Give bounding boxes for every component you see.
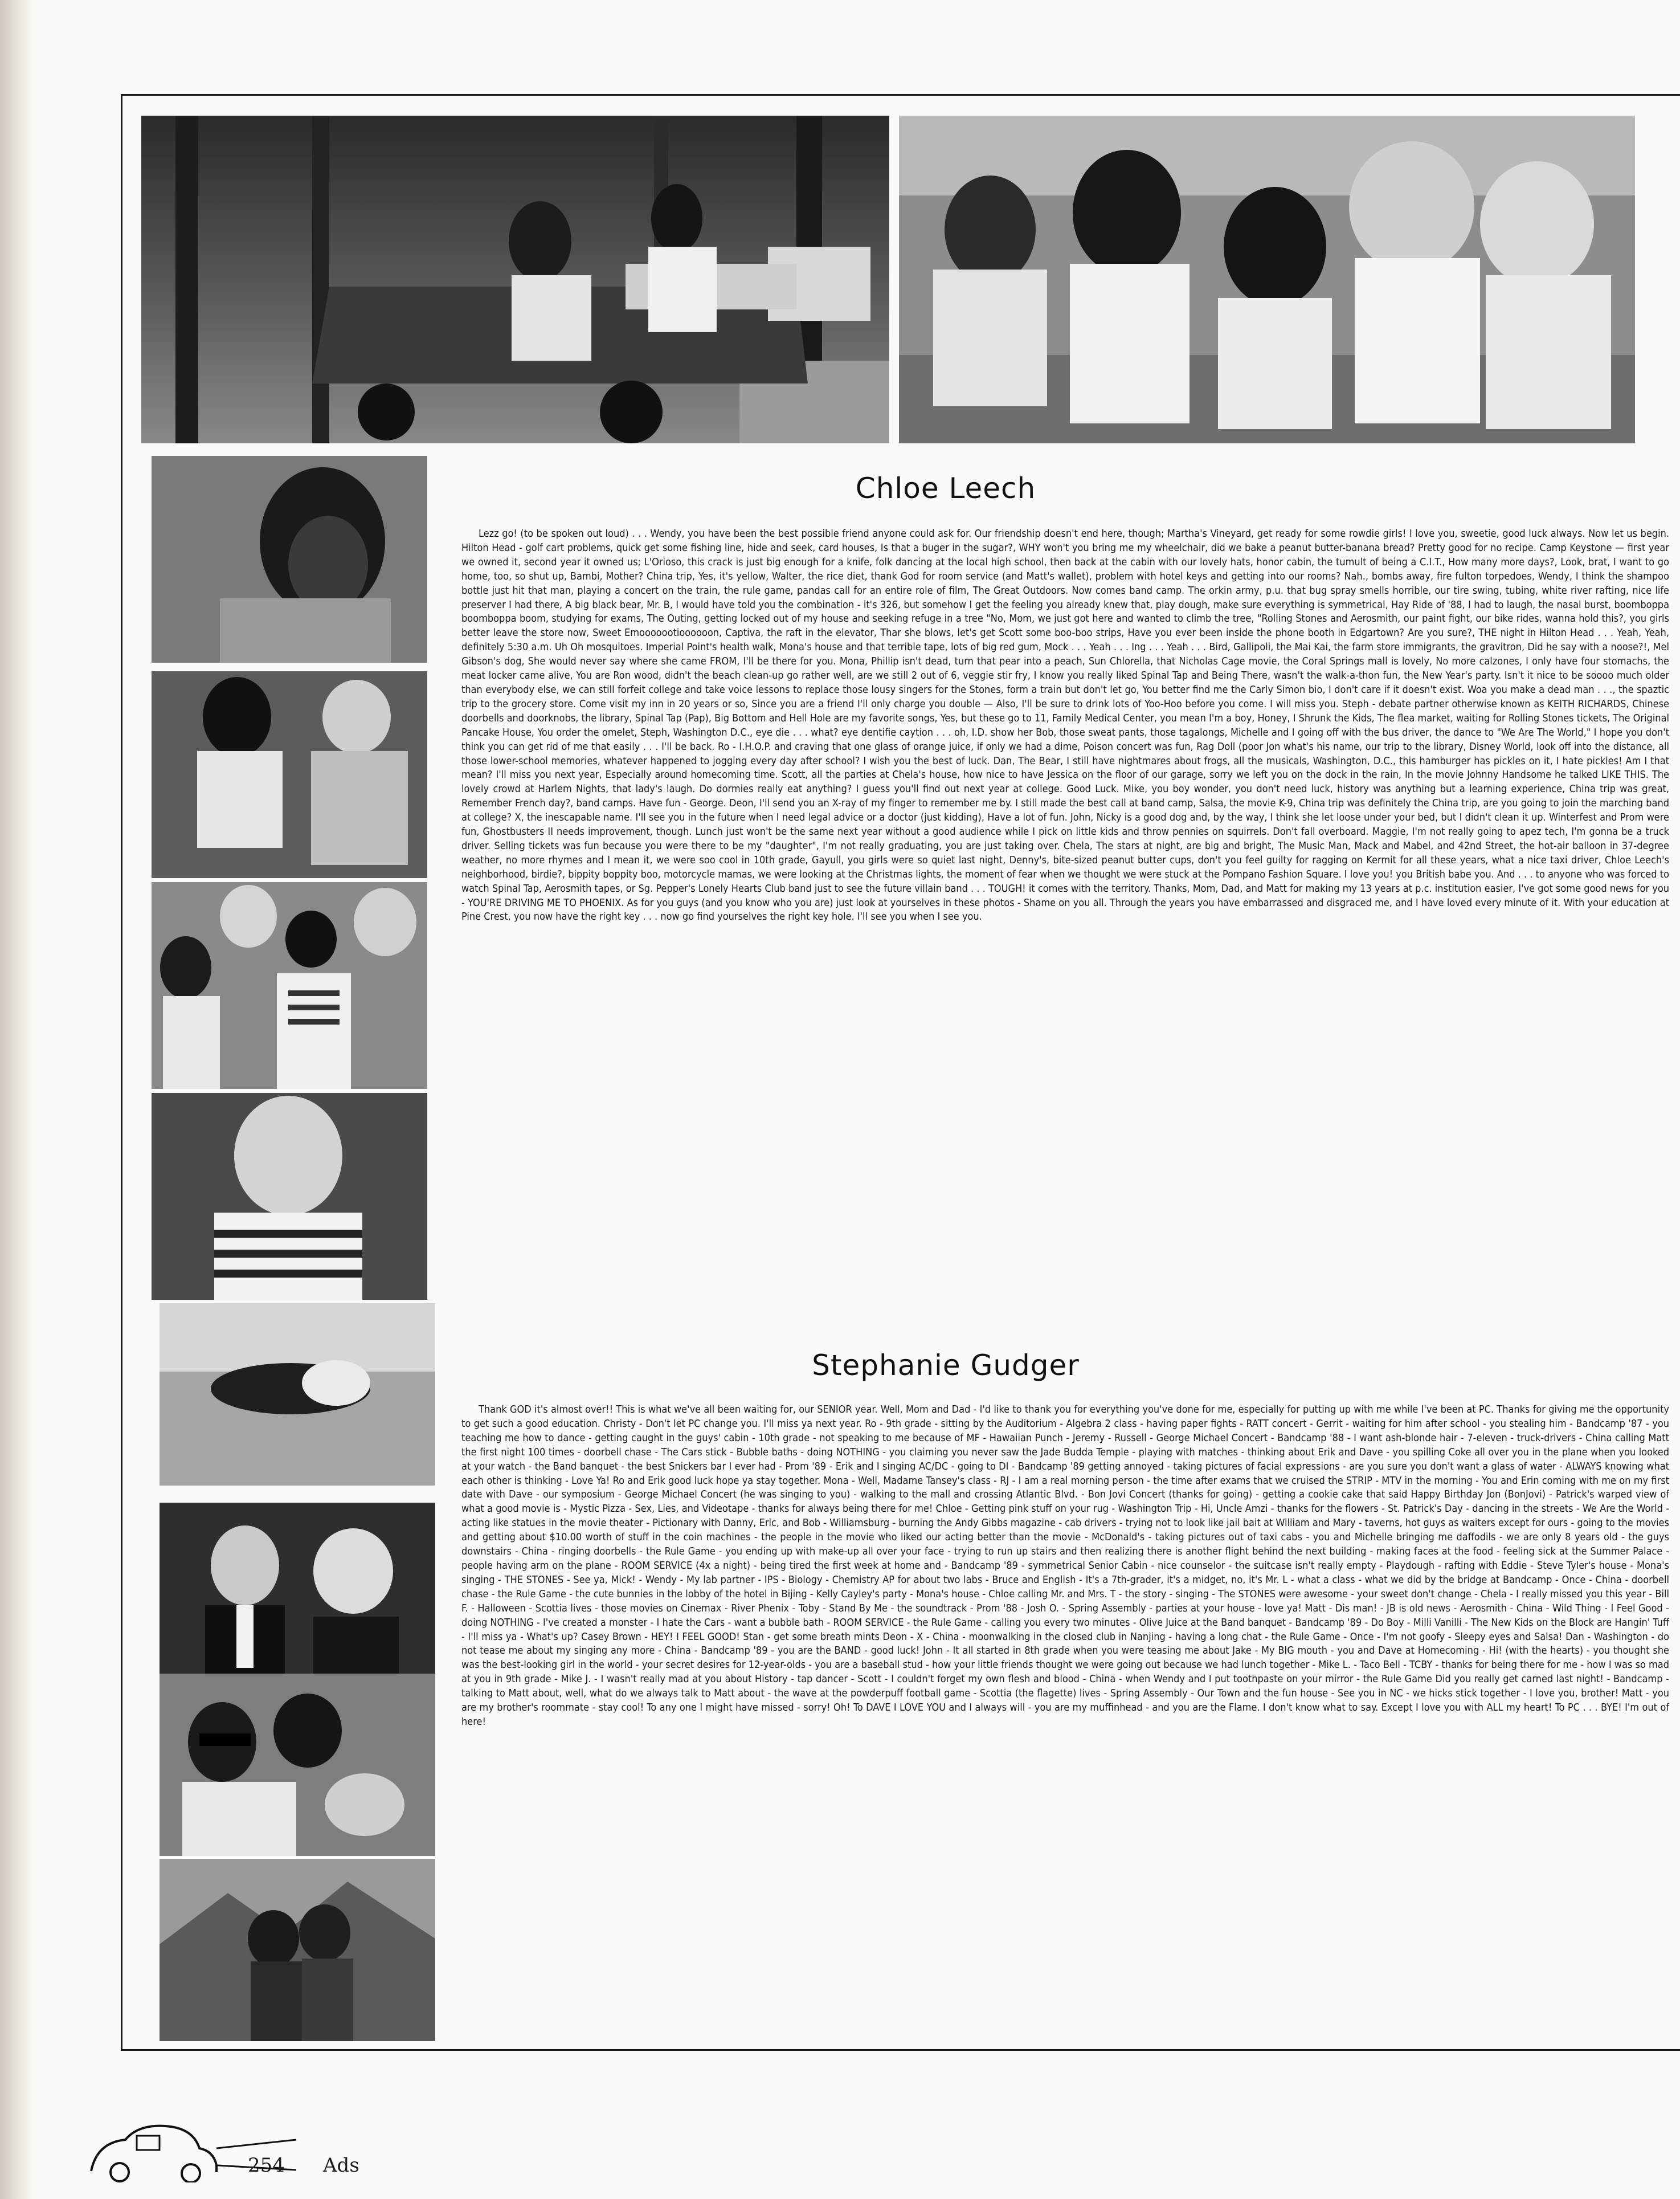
section-body-stephanie: Thank GOD it's almost over!! This is what we've all been waiting for, our SENIOR year. Well, Mom and Dad - I'd like to thank you for everything you've done for me, especially for putting up with me while I've been at PC. Thanks for giving me the opportunity to get such a good education. Christy - Don't let PC change you. I'll miss ya next year. Ro - 9th grade - sitting by the Auditorium - Algebra 2 class - having paper fights - RATT concert - Gerrit - waiting for him after school - you stealing him - Bandcamp '87 - you teaching me how to dance - getting caught in the guys' cabin - 10th grade - not speaking to me because of MF - Hawaiian Punch - Jeremy - Russell - George Michael Concert - Bandcamp '88 - I want ash-blonde hair - 7-eleven - truck-drivers - China calling Matt the first night 100 times - doorbell chase - The Cars stick - Bubble baths - doing NOTHING - you claiming you never saw the Jade Budda Temple - playing with matches - thinking about Erik and Dave - you spilling Coke all over you in the plane when you looked at your watch - the Band banquet - the best Snickers bar I ever had - Prom '89 - Erik and I singing AC/DC - going to DI - Bandcamp '89 getting annoyed - taking pictures of facial expressions - are you sure you don't want a glass of water - ALWAYS knowing what each other is thinking - Love Ya! Ro and Erik good luck hope ya stay together. Mona - Well, Madame Tansey's class - RJ - I am a real morning person - the time after exams that we cruised the STRIP - MTV in the morning - You and Erin coming with me on my first date with Dave - our symposium - George Michael Concert (he was singing to you) - walking to the mall and crossing Atlantic Blvd. - Bon Jovi Concert (thanks for going) - getting a cookie cake that said Happy Birthday Jon (BonJovi) - Patrick's warped view of what a good movie is - Mystic Pizza - Sex, Lies, and Videotape - thanks for always being there for me! Chloe - Getting pink stuff on your rug - Washington Trip - Hi, Uncle Amzi - thanks for the flowers - St. Patrick's Day - dancing in the streets - We Are the World - acting like statues in the movie theater - Pictionary with Danny, Eric, and Bob - Williamsburg - burning the Andy Gibbs magazine - cab drivers - trying not to look like jail bait at William and Mary - taverns, hot guys as waiters except for ours - going to the movies and getting about $10.00 worth of stuff in the coin machines - the people in the movie who liked our acting better than the movie - McDonald's - taking pictures out of taxi cabs - you and Michelle bringing me daffodils - we are only 8 years old - the guys downstairs - China - ringing doorbells - the Rule Game - you ending up with make-up all over your face - trying to run up stairs and then realizing there is another flight behind the next building - making faces at the food - feeling sick at the Summer Palace - people having arm on the plane - ROOM SERVICE (4x a night) - being tired the first week at home and - Bandcamp '89 - symmetrical Senior Cabin - nice counselor - the suitcase isn't really empty - Playdough - rafting with Eddie - Steve Tyler's house - Mona's singing - THE STONES - See ya, Mick! - Wendy - My lab partner - IPS - Biology - Chemistry AP for about two labs - Bruce and English - It's a 7th-grader, it's a midget, no, it's Mr. L - what a class - what we did by the bridge at Bandcamp - Once - China - doorbell chase - the Rule Game - the cute bunnies in the lobby of the hotel in Bijing - Kelly Cayley's party - Mona's house - Chloe calling Mr. and Mrs. T - the story - singing - The STONES were awesome - your sweet don't change - Chela - I really missed you this year - Bill F. - Halloween - Scottia lives - those movies on Cinemax - River Phenix - Toby - Stand By Me - the soundtrack - Prom '88 - Josh O. - Spring Assembly - parties at your house - love ya! Matt - Dis man! - JB is old news - Aerosmith - China - Wild Thing - I Feel Good - doing NOTHING - I've created a monster - I hate the Cars - want a bubble bath - ROOM SERVICE - the Rule Game - calling you every two minutes - Olive Juice at the Band banquet - Bandcamp '89 - Do Boy - Milli Vanilli - The New Kids on the Block are Hangin' Tuff - I'll miss ya - What's up? Casey Brown - HEY! I FEEL GOOD! Stan - get some breath mints Deon - X - China - moonwalking in the closed club in Nanjing - having a long chat - the Rule Game - Once - I'm not goofy - Sleepy eyes and Salsa! Dan - Washington - do not tease me about my singing any more - China - Bandcamp '89 - you are the BAND - good luck! John - It all started in 8th grade when you were teasing me about Jake - My BIG mouth - you and Dave at Homecoming - Hi! (with the hearts) - you thought she was the best-looking girl in the world - your secret desires for 12-year-olds - you are a baseball stud - how your little friends thought we were going out because we had lunch together - Mike L. - Taco Bell - TCBY - thanks for being there for me - how I was so mad at you in 9th grade - Mike J. - I wasn't really mad at you about History - tap dancer - Scott - I couldn't forget my own flesh and blood - China - when Wendy and I put toothpaste on your mirror - the Rule Game Did you really get carned last night! - Bandcamp - talking to Matt about, well, what do we always talk to Matt about - the wave at the powderpuff football game - Scottia (the flagette) lives - Spring Assembly - Our Town and the fun house - See you in NC - we hicks stick together - I love you, brother! Matt - you are my brother's roommate - stay cool! To any one I might have missed - sorry! Oh! To DAVE I LOVE YOU and I always will - you are my muffinhead - and you are the Flame. I don't know what to say. Except I love you with ALL my heart! To PC . . . BYE! I'm out of here! — [461, 1404, 1669, 1728]
photo-lying-on-floor — [160, 1303, 435, 1486]
photo-golf-cart — [141, 116, 889, 443]
photo-two-girls-sitting — [152, 671, 427, 878]
photo-mud-face — [152, 456, 427, 663]
photo-four-girls — [152, 882, 427, 1089]
page-number: 254 — [248, 2154, 285, 2177]
photo-prom-couple — [160, 1503, 435, 1685]
photo-three-girls-sunglasses — [160, 1674, 435, 1856]
binding-shadow — [0, 0, 34, 2199]
photo-group-of-five — [899, 116, 1635, 443]
section-heading-chloe: Chloe Leech — [855, 472, 1036, 505]
photo-two-girls-outdoors — [160, 1859, 435, 2041]
photo-striped-shirt — [152, 1093, 427, 1300]
section-body-chloe: Lezz go! (to be spoken out loud) . . . Wendy, you have been the best possible friend anyone could ask for. Our friendship doesn't end here, though; Martha's Vineyard, get ready for some rowdie girls! I love you, sweetie, good luck always. Now let us begin. Hilton Head - golf cart problems, quick get some fishing line, hide and seek, card houses, Is that a buger in the sugar?, WHY won't you bring me my wheelchair, did we bake a peanut butter-banana bread? Pretty good for no recipe. Camp Keystone — first year we owned it, second year it owned us; L'Orioso, this crack is just big enough for a knife, folk dancing at the local high school, then back at the cabin with our lovely hats, honor cabin, the tumult of being a C.I.T., How many more days?, Look, brat, I want to go home, too, so shut up, Bambi, Mother? China trip, Yes, it's yellow, Walter, the rice diet, thank God for room service (and Matt's wallet), problem with hotel keys and getting into our rooms? Nah., bombs away, fire fulton torpedoes, Wendy, I think the shampoo bottle just hit that man, playing a concert on the train, the rule game, pandas call for an entire role of film, The Great Outdoors. Now comes band camp. The orkin army, p.u. that bug spray smells horrible, our tire swing, tubing, white river rafting, nice life preserver I had there, A big black bear, Mr. B, I would have told you the combination - it's 326, but somehow I get the feeling you already knew that, play dough, make sure everything is symmetrical, Hay Ride of '88, I had to laugh, the nasal burst, boomboppa boomboppa boom, studying for exams, The Outing, getting locked out of my house and seeking refuge in a tree "No, Mom, we just got here and wanted to climb the tree, "Rolling Stones and Aerosmith, our paint fight, our bike rides, wanna hold this?, you girls better leave the store now, Sweet Emooooootioooooon, Captiva, the raft in the elevator, Thar she blows, let's get Scott some boo-boo strips, Have you ever been inside the phone booth in Edgartown? Are you sure?, THE night in Hilton Head . . . Yeah, Yeah, definitely 5:30 a.m. Uh Oh mosquitoes. Imperial Point's health walk, Mona's house and that terrible tape, lots of big red gum, Mock . . . Yeah . . . Ing . . . Yeah . . . Bird, Gallipoli, the Mai Kai, the farm store immigrants, the gravitron, Did he say with a noose?!, Mel Gibson's dog, She would never say where she came FROM, I'll be there for you. Mona, Phillip isn't dead, turn that pear into a peach, Sun Chlorella, that Nicholas Cage movie, the Coral Springs mall is lovely, No more calzones, I only have four stomachs, the meat locker came alive, You are Ron wood, didn't the beach clean-up go rather well, are we still 2 out of 6, veggie stir fry, I know you really liked Spinal Tap and Being There, wasn't the walk-a-thon fun, the New Year's party. Isn't it nice to be soooo much older than everybody else, we can still forfeit college and take voice lessons to replace those lousy singers for the Stones, form a train but don't let go, You better find me the Carly Simon bio, I don't care if it doesn't exist. Woa you make a dead man . . ., the spaztic trip to the grocery store. Come visit my inn in 20 years or so, Since you are a friend I'll only charge you double — Also, I'll be sure to drink lots of Yoo-Hoo before you come. I will miss you. Steph - debate partner otherwise known as KEITH RICHARDS, Chinese doorbells and doorknobs, the library, Spinal Tap (Pap), Big Bottom and Hell Hole are my favorite songs, Yes, but these go to 11, Family Medical Center, you mean I'm a boy, Honey, I Shrunk the Kids, The flea market, waiting for Rolling Stones tickets, The Original Pancake House, You order the omelet, Steph, Washington D.C., eye die . . . what? eye dentifie caytion . . . oh, I.D. show her Bob, those sweat pants, those tagalongs, Michelle and I going off with the bus driver, the dance to "We Are The World," I hope you don't think you can get rid of me that easily . . . I'll be back. Ro - I.H.O.P. and craving that one glass of orange juice, if only we had a dime, Poison concert was fun, Rag Doll (poor Jon what's his name, our trip to the library, Disney World, look off into the distance, all those lower-school memories, whatever happened to jogging every day after school? I wish you the best of luck. Dan, The Bear, I still have nightmares about frogs, all the musicals, Washington, D.C., this hamburger has pickles on it, I hate pickles! Am I that mean? I'll miss you next year, Especially around homecoming time. Scott, all the parties at Chela's house, how nice to have Jessica on the floor of our garage, sorry we left you on the dock in the rain, In the movie Johnny Handsome he talked LIKE THIS. The lovely crowd at Harlem Nights, that lady's laugh. Do dormies really eat anything? I guess you'll find out next year at college. Good Luck. Mike, you boy wonder, you don't need luck, history was anything but a learning experience, China trip was great, Remember French day?, band camps. Have fun - George. Deon, I'll send you an X-ray of my finger to remember me by. I still made the best call at band camp, Salsa, the movie K-9, China trip was definitely the China trip, are you going to join the marching band at college? X, the inescapable name. I'll see you in the future when I need legal advice or a doctor (just kidding), Have a lot of fun. John, Nicky is a good dog and, by the way, I think she let loose under your bed, but I didn't clean it up. Winterfest and Prom were fun, Ghostbusters II needs improvement, though. Lunch just won't be the same next year without a good audience while I pick on little kids and throw pennies on squirrels. Don't fall overboard. Maggie, I'm not really going to apez tech, I'm gonna be a truck driver. Selling tickets was fun because you were there to be my "daughter", I'm not really graduating, you are just taking over. Chela, The stars at night, are big and bright, The Music Man, Mack and Mabel, and 42nd Street, the hot-air balloon in 37-degree weather, no more rhymes and I mean it, we were soo cool in 10th grade, Gayull, you girls were so quiet last night, Denny's, bite-sized peanut butter cups, don't you feel guilty for ragging on Kermit for all these years, what a nice taxi driver, Chloe Leech's neighborhood, birdie?, bippity boppity boo, motorcycle mamas, we were looking at the Christmas lights, the moment of fear when we thought we were stuck at the Pompano Fashion Square. I love you! you British babe you. And . . . to anyone who was forced to watch Spinal Tap, Aerosmith tapes, or Sg. Pepper's Lonely Hearts Club band just to see the future villain band . . . TOUGH! it comes with the territory. Thanks, Mom, Dad, and Matt for making my 13 years at p.c. institution easier, I've got some good news for you - YOU'RE DRIVING ME TO PHOENIX. As for you guys (and you know who you are) just look at yourselves in these photos - Shame on you all. Through the years you have embarrassed and disgraced me, and I have loved every minute of it. With your education at Pine Crest, you now have the right key . . . now go find yourselves the right key hole. I'll see you when I see you. — [461, 528, 1669, 923]
page-section-label: Ads — [323, 2154, 359, 2177]
section-heading-stephanie: Stephanie Gudger — [812, 1349, 1080, 1382]
